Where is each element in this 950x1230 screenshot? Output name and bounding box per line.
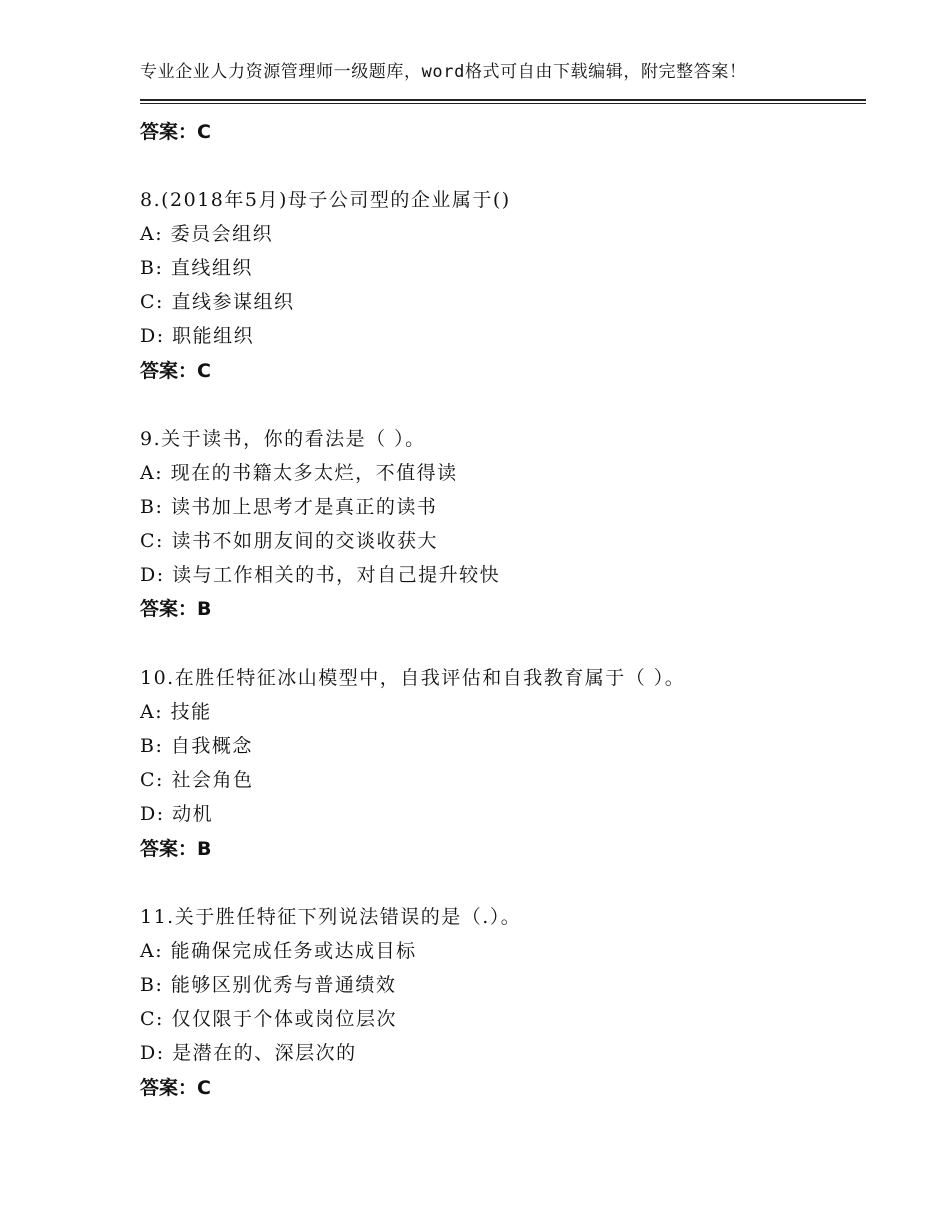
answer: 答案：B <box>140 838 212 860</box>
header-rule-thin <box>140 103 866 104</box>
question-stem: 11.关于胜任特征下列说法错误的是（.）。 <box>140 906 522 928</box>
option-a: A: 能确保完成任务或达成目标 <box>140 940 417 962</box>
header-rule-thick <box>140 99 866 101</box>
previous-answer: 答案：C <box>140 121 211 143</box>
option-d: D: 职能组织 <box>140 325 255 347</box>
option-b: B: 直线组织 <box>140 257 253 279</box>
option-d: D: 是潜在的、深层次的 <box>140 1042 357 1064</box>
option-b: B: 读书加上思考才是真正的读书 <box>140 496 438 518</box>
question-stem: 8.(2018年5月)母子公司型的企业属于() <box>140 189 511 211</box>
option-c: C: 仅仅限于个体或岗位层次 <box>140 1008 397 1030</box>
option-c: C: 直线参谋组织 <box>140 291 295 313</box>
option-b: B: 自我概念 <box>140 735 253 757</box>
answer: 答案：C <box>140 1077 211 1099</box>
option-d: D: 读与工作相关的书，对自己提升较快 <box>140 564 501 586</box>
option-c: C: 社会角色 <box>140 769 254 791</box>
option-d: D: 动机 <box>140 803 214 825</box>
question-stem: 10.在胜任特征冰山模型中，自我评估和自我教育属于（ ）。 <box>140 667 686 689</box>
option-b: B: 能够区别优秀与普通绩效 <box>140 974 397 996</box>
question-stem: 9.关于读书，你的看法是（ ）。 <box>140 428 426 450</box>
answer: 答案：B <box>140 598 212 620</box>
option-a: A: 委员会组织 <box>140 223 274 245</box>
answer: 答案：C <box>140 360 211 382</box>
option-a: A: 现在的书籍太多太烂，不值得读 <box>140 462 458 484</box>
option-a: A: 技能 <box>140 701 212 723</box>
option-c: C: 读书不如朋友间的交谈收获大 <box>140 530 438 552</box>
document-header: 专业企业人力资源管理师一级题库，word格式可自由下载编辑，附完整答案！ <box>140 62 747 82</box>
